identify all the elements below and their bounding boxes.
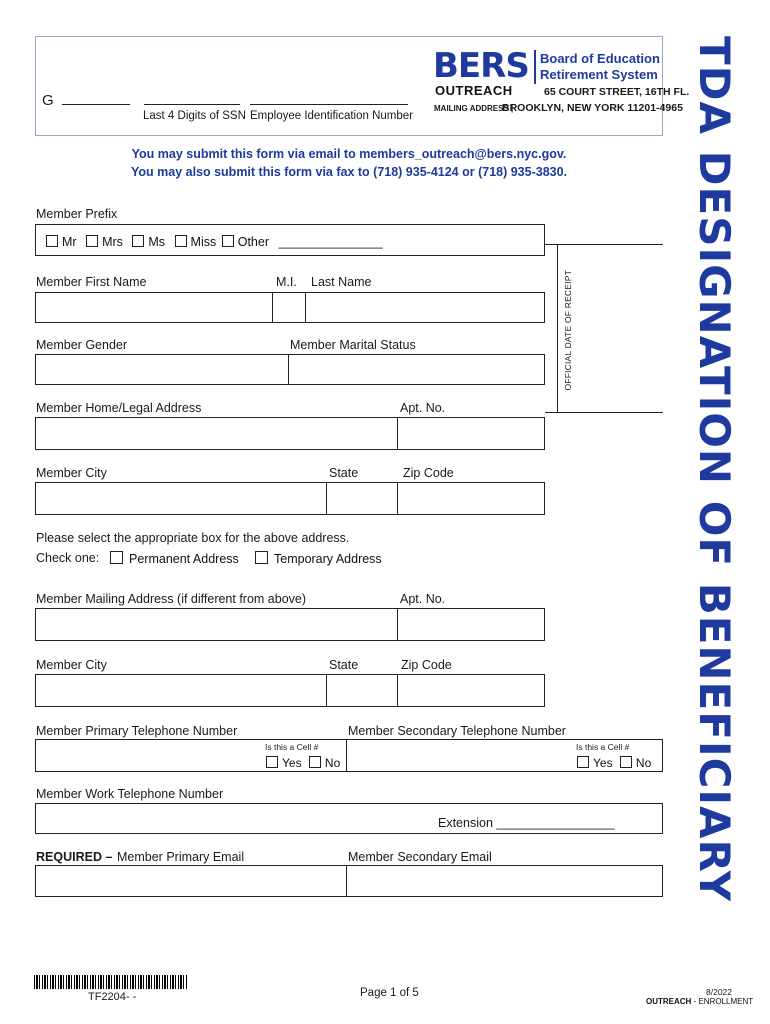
first-name-label: Member First Name	[36, 275, 147, 289]
home-apt-field[interactable]	[398, 418, 544, 449]
prefix-ms[interactable]: Ms	[132, 235, 165, 249]
address-line2: BROOKLYN, NEW YORK 11201-4965	[502, 102, 683, 114]
ssn-line[interactable]	[144, 104, 240, 105]
other-checkbox[interactable]	[222, 235, 234, 247]
temporary-option[interactable]: Temporary Address	[255, 551, 382, 566]
logo-divider	[534, 50, 536, 84]
mailing-zip-label: Zip Code	[401, 658, 452, 672]
employee-id-line[interactable]	[250, 104, 408, 105]
primary-email-field[interactable]	[36, 866, 346, 896]
submit-email-note: You may submit this form via email to members_outreach@bers.nyc.gov.	[131, 147, 567, 161]
extension-field[interactable]: Extension _________________	[438, 816, 615, 830]
primary-is-cell-label: Is this a Cell #	[265, 742, 319, 752]
mailing-apt-field[interactable]	[398, 609, 544, 640]
prefix-options	[46, 235, 383, 249]
marital-label: Member Marital Status	[290, 338, 416, 352]
other-blank[interactable]: _______________	[278, 235, 383, 249]
secondary-email-field[interactable]	[347, 866, 662, 896]
mailing-address-field[interactable]	[36, 609, 397, 640]
mi-label: M.I.	[276, 275, 297, 289]
receipt-border-bottom	[545, 412, 663, 413]
secondary-is-cell-label: Is this a Cell #	[576, 742, 630, 752]
org-name-line2: Retirement System	[540, 67, 658, 82]
secondary-yes-checkbox[interactable]	[577, 756, 589, 768]
bers-logo	[433, 48, 529, 84]
footer-dept-rest: - ENROLLMENT	[691, 997, 754, 1006]
primary-cell-yes[interactable]: Yes	[266, 756, 302, 770]
home-apt-label: Apt. No.	[400, 401, 446, 415]
last-name-label: Last Name	[311, 275, 372, 289]
form-title: TDA DESIGNATION OF BENEFICIARY	[690, 36, 739, 902]
home-address-field[interactable]	[36, 418, 397, 449]
footer-dept-bold: OUTREACH	[646, 997, 692, 1006]
last-name-field[interactable]	[306, 293, 544, 322]
first-name-field[interactable]	[36, 293, 272, 322]
select-box-text: Please select the appropriate box for the above address.	[36, 531, 350, 545]
employee-id-label: Employee Identification Number	[250, 110, 413, 122]
prefix-mrs[interactable]: Mrs	[86, 235, 123, 249]
home-state-label: State	[329, 466, 359, 480]
receipt-border-top	[545, 244, 663, 245]
receipt-border-left	[557, 244, 558, 412]
check-one-label: Check one:	[36, 551, 100, 565]
org-name-line1: Board of Education	[540, 51, 660, 66]
secondary-email-label: Member Secondary Email	[348, 850, 492, 864]
primary-email-label: Member Primary Email	[117, 850, 245, 864]
logo-text: BERS	[433, 46, 529, 86]
mailing-city-field[interactable]	[36, 675, 326, 706]
mailing-state-label: State	[329, 658, 359, 672]
home-city-field[interactable]	[36, 483, 326, 514]
marital-field[interactable]	[289, 355, 544, 384]
home-city-label: Member City	[36, 466, 107, 480]
miss-checkbox[interactable]	[175, 235, 187, 247]
primary-phone-label: Member Primary Telephone Number	[36, 724, 238, 738]
mailing-zip-field[interactable]	[398, 675, 544, 706]
page-number: Page 1 of 5	[360, 987, 419, 999]
prefix-other[interactable]: Other	[222, 235, 269, 249]
prefix-mr[interactable]: Mr	[46, 235, 77, 249]
mailing-address-label: Member Mailing Address (if different from above)	[36, 592, 307, 606]
secondary-cell-yes[interactable]: Yes	[577, 756, 613, 770]
footer-dept	[646, 997, 753, 1006]
prefix-label: Member Prefix	[36, 207, 118, 221]
logo-sub: OUTREACH	[435, 83, 513, 98]
mailing-city-label: Member City	[36, 658, 107, 672]
permanent-option[interactable]: Permanent Address	[110, 551, 239, 566]
home-zip-field[interactable]	[398, 483, 544, 514]
g-prefix: G	[42, 92, 54, 109]
mailing-apt-label: Apt. No.	[400, 592, 446, 606]
g-number-line[interactable]	[62, 104, 130, 105]
form-code: TF2204- -	[88, 991, 137, 1003]
secondary-cell-options	[577, 756, 651, 770]
form-date: 8/2022	[706, 987, 732, 997]
primary-no-checkbox[interactable]	[309, 756, 321, 768]
form-barcode	[34, 975, 188, 989]
secondary-phone-label: Member Secondary Telephone Number	[348, 724, 566, 738]
temporary-checkbox[interactable]	[255, 551, 268, 564]
permanent-checkbox[interactable]	[110, 551, 123, 564]
primary-cell-options	[266, 756, 340, 770]
address-line1: 65 COURT STREET, 16TH FL.	[544, 86, 690, 98]
home-address-label: Member Home/Legal Address	[36, 401, 202, 415]
required-label: REQUIRED –	[36, 850, 113, 864]
mailing-label: MAILING ADDRESS |	[434, 104, 514, 113]
mr-checkbox[interactable]	[46, 235, 58, 247]
secondary-no-checkbox[interactable]	[620, 756, 632, 768]
prefix-miss[interactable]: Miss	[175, 235, 217, 249]
submit-fax-note: You may also submit this form via fax to (718) 935-4124 or (718) 935-3830.	[130, 165, 568, 179]
primary-cell-no[interactable]: No	[309, 756, 340, 770]
mailing-state-field[interactable]	[327, 675, 397, 706]
home-state-field[interactable]	[327, 483, 397, 514]
gender-field[interactable]	[36, 355, 288, 384]
primary-yes-checkbox[interactable]	[266, 756, 278, 768]
mi-field[interactable]	[273, 293, 305, 322]
ms-checkbox[interactable]	[132, 235, 144, 247]
secondary-cell-no[interactable]: No	[620, 756, 651, 770]
work-phone-label: Member Work Telephone Number	[36, 787, 224, 801]
home-zip-label: Zip Code	[403, 466, 454, 480]
gender-label: Member Gender	[36, 338, 128, 352]
mrs-checkbox[interactable]	[86, 235, 98, 247]
ssn-label: Last 4 Digits of SSN	[143, 110, 246, 122]
receipt-label: OFFICIAL DATE OF RECEIPT	[563, 270, 573, 391]
